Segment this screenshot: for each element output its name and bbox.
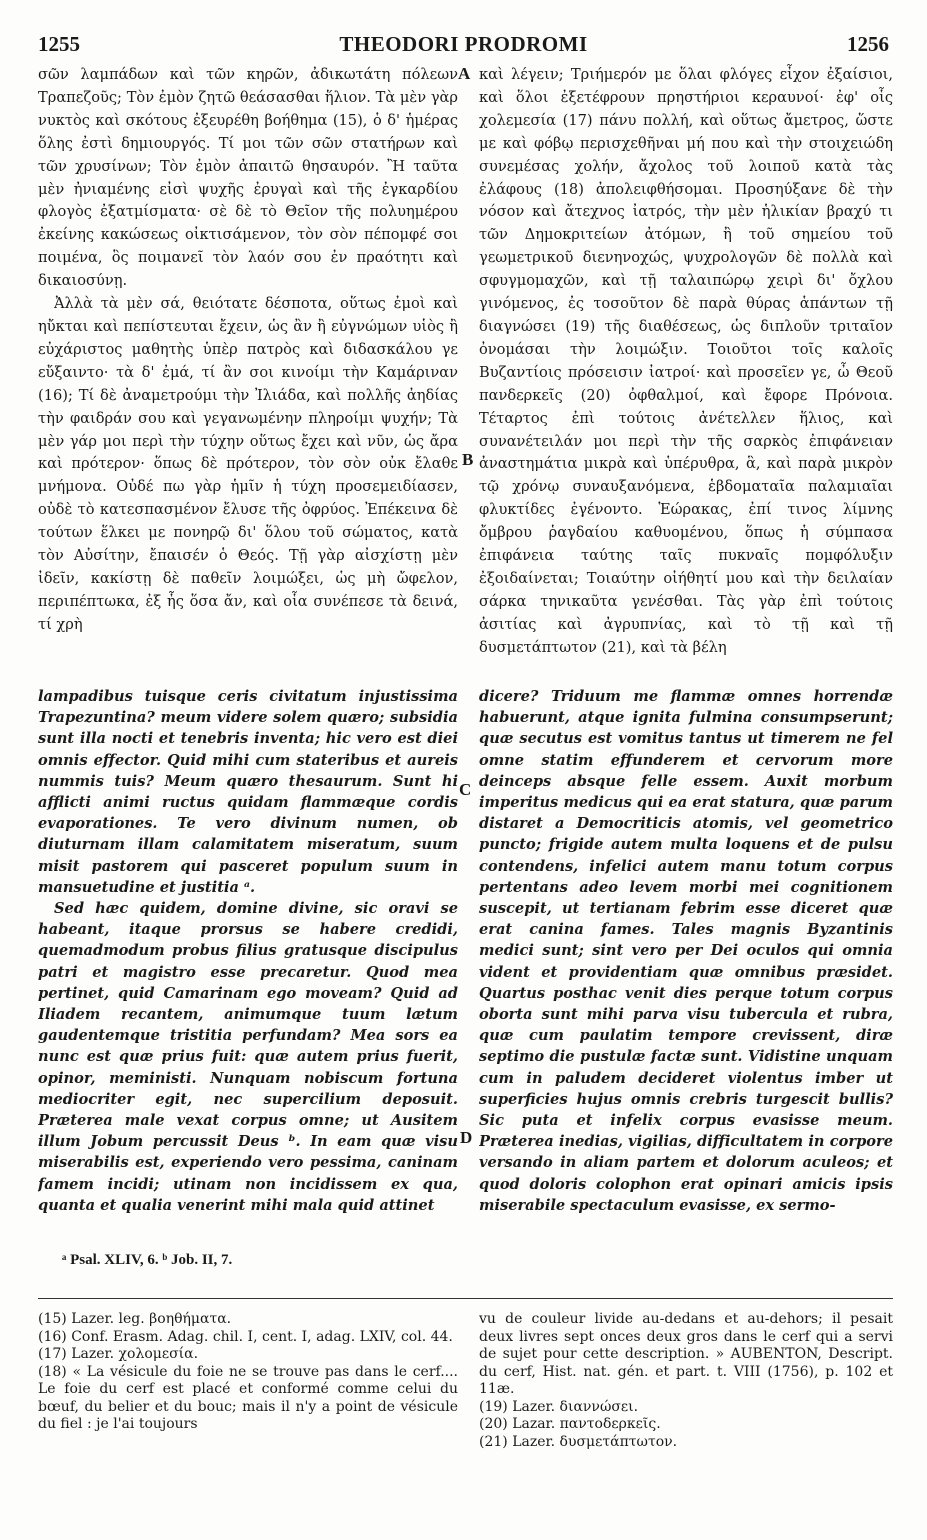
latin-text-right-column — [479, 686, 893, 1241]
note-item: vu de couleur livide au-dedans et au-dehors; il pesait deux livres sept onces deux gros dans le cerf qui a servi de sujet pour cette description. » AUBENTON, Descript. du cerf, Hist. nat. gén. et part. t. VIII (1756), p. 102 et 11æ. — [479, 1311, 893, 1397]
note-item: (15) Lazer. leg. βοηθήματα. — [38, 1311, 232, 1327]
editor-notes-left — [38, 1311, 458, 1491]
latin-paragraph: lampadibus tuisque ceris civitatum injustissima Trapezuntina? meum videre solem quæro; subsidia sunt illa nocti et tenebris inventa; hic vero est diei omnis effector. Quid mihi cum stateribus et aureis nummis tuis? Meum quæro thesaurum. Sunt hi afflicti animi ructus quidam flammæque cordis evaporationes. Te vero divinum numen, ob diuturnam illam calamitatem miseratum, suum misit pastorem qui pasceret populum suum in mansuetudine et justitia ᵃ. — [38, 688, 458, 896]
section-marker-c: C — [459, 780, 472, 799]
page-header — [38, 32, 889, 62]
running-title: THEODORI PRODROMI — [339, 32, 588, 56]
section-marker-a: A — [458, 64, 471, 83]
greek-text-left-column — [38, 64, 458, 664]
latin-text-left-column — [38, 686, 458, 1241]
section-marker-b: B — [462, 450, 474, 469]
footnote-divider — [38, 1298, 893, 1299]
page-number-left: 1255 — [38, 32, 80, 56]
note-item: (16) Conf. Erasm. Adag. chil. I, cent. I, adag. LXIV, col. 44. — [38, 1328, 453, 1345]
latin-paragraph: dicere? Triduum me flammæ omnes horrendæ habuerunt, atque ignita fulmina consumpserunt; quæ secutus est vomitus tantus ut timerem ne fel omne statim effunderem et cervorum more deinceps absque felle essem. Auxit morbum imperitus medicus qui ea erat statura, quæ parum distaret a Democriticis atomis, vel geometrico puncto; frigide autem multa loquens et de pulsu contendens, infelici autem manu totum corpus pertentans adeo levem morbi mei cognitionem suscepit, ut tertianam febrim esse diceret quæ erat canina fames. Tales magnis Byzantinis medici sunt; sint vero per Dei oculos qui omnia vident et providentiam quæ omnibus præsidet. Quartus posthac venit dies perque totum corpus oborta sunt mihi parva visu tubercula et rubra, quæ cum paulatim tempore crevissent, diræ septimo die pustulæ factæ sunt. Vidistine unquam cum in paludem decideret violentus imber ut superficies hujus omnis crebris turgescit bullis? Sic puta et infelix corpus evasisse meum. Præterea inedias, vigilias, difficultatem in corpore versando in aliam partem et dolorum aculeos; et quod doloris colophon erat opinari amicis ipsis miserabile spectaculum evasisse, ex sermo- — [479, 688, 893, 1214]
section-marker-d: D — [460, 1128, 473, 1147]
page-number-right: 1256 — [846, 32, 889, 56]
note-item: (20) Lazar. παντοδερκεῖς. — [479, 1416, 661, 1432]
note-item: (19) Lazer. διαννώσει. — [479, 1398, 639, 1415]
greek-paragraph: Ἀλλὰ τὰ μὲν σά, θειότατε δέσποτα, οὕτως ἐμοὶ καὶ ηὔκται καὶ πεπίστευται ἔχειν, ὡς ἂν ἢ εὐγνώμων υἱὸς ἢ εὐχάριστος μαθητὴς ὑπὲρ πατρὸς καὶ διδασκάλου γε εὔξαιντο· τὰ δ' ἐμά, τί ἂν σοι κινοίμι τὴν Καμάριναν (16); Τί δὲ ἀναμετρούμι τὴν Ἰλιάδα, καὶ πολλῆς ἀηδίας τὴν φαιδράν σου καὶ γεγανωμένην πληροίμι ψυχήν; Τὰ μὲν γάρ μοι περὶ τὴν τύχην οὕτως ἔχει καὶ νῦν, ὡς ἄρα καὶ πρότερον· ὅπως δὲ πρότερον, τὸν σὸν οὐκ ἔλαθε μνήμονα. Οὐδέ πω γὰρ ἡμῖν ἡ τύχη προσεμειδίασεν, οὐδὲ τὸ κατεσπασμένον ἔλυσε τῆς ὀφρύος. Ἐπέκεινα δὲ τούτων ἕλκει με πονηρῷ δι' ὅλου τοῦ σώματος, κατὰ τὸν Αὐσίτην, ἔπαισέν ὁ Θεός. Τῇ γὰρ αἰσχίστῃ μὲν ἰδεῖν, κακίστῃ δὲ παθεῖν λοιμώξει, ὡς μὴ ὤφελον, περιπέπτωκα, ἐξ ἧς ὅσα ἄν, καὶ οἷα συνέπεσε τὰ δεινά, τί χρὴ — [38, 295, 458, 633]
note-item: (21) Lazer. δυσμετάπτωτον. — [479, 1433, 678, 1450]
editor-notes-right — [479, 1311, 893, 1491]
note-item: (17) Lazer. χολομεσία. — [38, 1346, 199, 1362]
note-item: (18) « La vésicule du foie ne se trouve pas dans le cerf.... Le foie du cerf est placé et conformé comme celui du bœuf, du belier et du bouc; mais il n'y a point de vésicule du fiel : je l'ai toujours — [38, 1363, 458, 1432]
greek-paragraph: σῶν λαμπάδων καὶ τῶν κηρῶν, ἀδικωτάτη πόλεων Τραπεζοῦς; Τὸν ἐμὸν ζητῶ θεάσασθαι ἥλιον. Τὰ μὲν γὰρ νυκτὸς καὶ σκότους ἐξευρέθη βοήθημα (15), ὁ δ' ἡμέρας ὅλης ἐστὶ δημιουργός. Τί μοι τῶν σῶν στατήρων καὶ τῶν χρυσίνων; Τὸν ἐμὸν ἀπαιτῶ θησαυρόν. Ἢ ταῦτα μὲν ἠνιαμένης εἰσὶ ψυχῆς ἐρυγαὶ καὶ τῆς ἐγκαρδίου φλογὸς ἐξατμίσματα· σὲ δὲ τὸ Θεῖον τῆς πολυημέρου ἐκείνης κακώσεως οἰκτισάμενον, τὸν σὸν πέπομφέ σοι ποιμένα, ὃς ποιμανεῖ τὸν λαόν σου ἐν πραότητι καὶ δικαιοσύνῃ. — [38, 66, 458, 290]
scripture-footnotes: ᵃ Psal. XLIV, 6. ᵇ Job. II, 7. — [62, 1252, 233, 1268]
latin-paragraph: Sed hæc quidem, domine divine, sic oravi se habeant, itaque prorsus se habere credidi, quemadmodum probus filius gratusque discipulus patri et magistro esse precaretur. Quod mea pertinet, quid Camarinam ego moveam? Quid ad Iliadem recantem, animumque tuum lætum gaudentemque tristitia perfundam? Mea sors ea nunc est quæ prius fuit: quæ autem prius fuerit, opinor, meministi. Nunquam nobiscum fortuna mediocriter egit, nec supercilium deposuit. Præterea male vexat corpus omne; ut Ausitem illum Jobum percussit Deus ᵇ. In eam quæ visu miserabilis est, experiendo vero pessima, caninam famem incidi; utinam non incidissem ex qua, quanta et qualia venerint mihi mala quid attinet — [38, 900, 458, 1214]
greek-text-right-column — [479, 64, 893, 664]
greek-paragraph: καὶ λέγειν; Τριήμερόν με ὅλαι φλόγες εἶχον ἐξαίσιοι, καὶ ὅλοι ἐξετέφρουν πρηστήριοι κεραυνοί· ἐφ' οἷς χολεμεσία (17) πάνυ πολλή, καὶ οὕτως ἄμετρος, ὥστε με καὶ φόβῳ περισχεθῆναι μή που καὶ τὴν στοιχειώδη συνεμέσας χολήν, ἄχολος τοῦ λοιποῦ κατὰ τὰς ἐλάφους (18) ἀπολειφθήσομαι. Προσηύξανε δὲ τὴν νόσον καὶ ἄτεχνος ἰατρός, τὴν μὲν ἡλικίαν βραχύ τι τῶν Δημοκριτείων ἀτόμων, ἢ τοῦ σημείου τοῦ γεωμετρικοῦ διενηνοχώς, ψυχρολογῶν δὲ πολλὰ καὶ σφυγμομαχῶν, καὶ τῇ ταλαιπώρῳ χειρὶ δι' ὄχλου γινόμενος, ἐς τοσοῦτον δὲ παρὰ θύρας ἁπάντων τῇ διαγνώσει (19) τῆς διαθέσεως, ὡς διπλοῦν τριταῖον ὀνομάσαι τὴν λοιμώξιν. Τοιοῦτοι τοῖς καλοῖς Βυζαντίοις πρόσεισιν ἰατροί· καὶ προσεῖεν γε, ὦ Θεοῦ πανδερκεῖς (20) ὀφθαλμοί, καὶ ἔφορε Πρόνοια. Τέταρτος ἐπὶ τούτοις ἀνέτελλεν ἥλιος, καὶ συνανέτειλάν μοι περὶ τὴν τῆς σαρκὸς ἐπιφάνειαν ἀναστημάτια μικρὰ καὶ ὑπέρυθρα, ἃ, καὶ παρὰ μικρὸν τῷ χρόνῳ συναυξανόμενα, ἑβδοματαῖα παλαμιαῖαι φλυκτίδες ἐγένοντο. Ἑώρακας, ἐπί τινος λίμνης ὄμβρου ῥαγδαίου καθυομένου, ὅπως ἡ σύμπασα ἐπιφάνεια ταύτης ταῖς πυκναῖς πομφόλυξιν ἐξοιδαίνεται; Τοιαύτην οἰήθητί μου καὶ τὴν δειλαίαν σάρκα τηνικαῦτα γενέσθαι. Τὰς γὰρ ἐπὶ τούτοις ἀσιτίας καὶ ἀγρυπνίας, καὶ τὸ τῇ καὶ τῇ δυσμετάπτωτον (21), καὶ τὰ βέλη — [479, 66, 893, 656]
